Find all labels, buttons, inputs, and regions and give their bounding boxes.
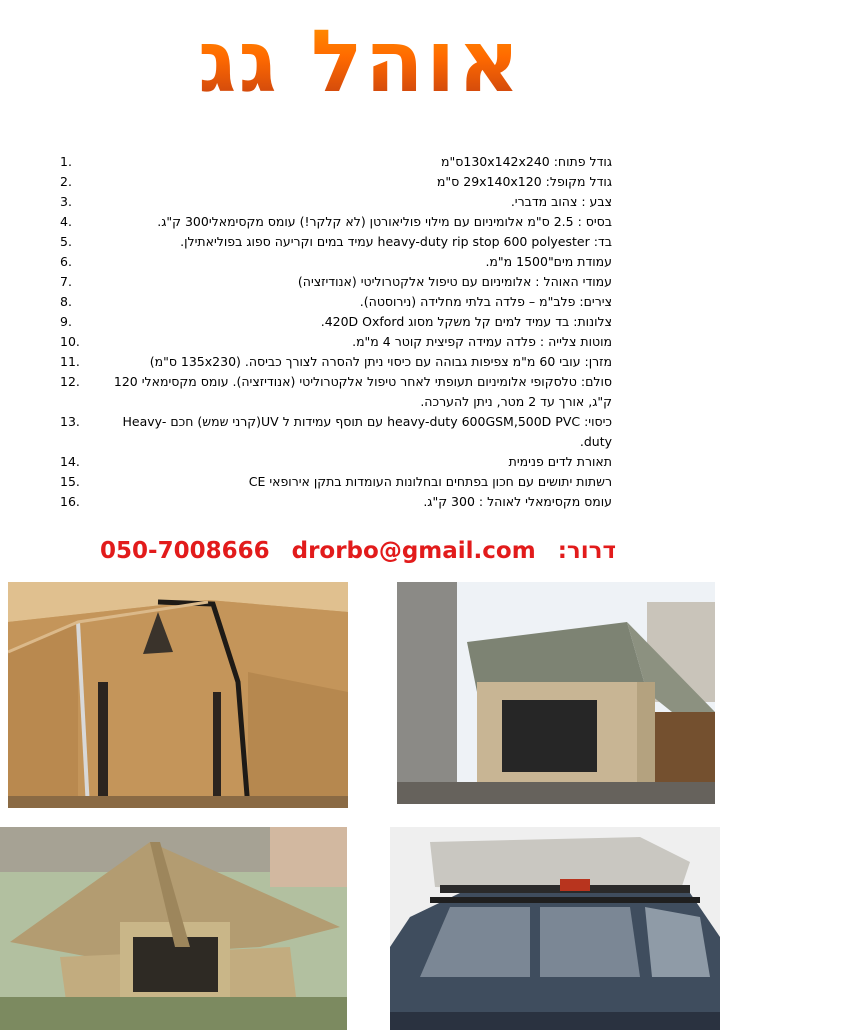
spec-text: בסיס : 2.5 ס"מ אלומיניום עם מילוי פוליאורטן (לא קלקר!) עומס מקסימאלי300 ק"ג. xyxy=(157,214,612,229)
list-item xyxy=(60,372,616,412)
spec-list xyxy=(60,152,616,512)
spec-text: צבע : צהוב מדברי. xyxy=(510,194,612,209)
tent-awning-photo xyxy=(0,827,347,1030)
contact-name: דרור: xyxy=(557,538,616,564)
spec-number: 9. xyxy=(60,314,72,329)
spec-text: בד: heavy-duty rip stop 600 polyester עמיד במים וקריעה ספוג בפוליאתילן. xyxy=(180,234,612,249)
list-item xyxy=(60,452,616,472)
list-item xyxy=(60,252,616,272)
spec-text: צירים: פלב"מ – פלדה בלתי מחלידה (נירוסטה). xyxy=(359,294,612,309)
list-item xyxy=(60,192,616,212)
list-item xyxy=(60,152,616,172)
list-item xyxy=(60,272,616,292)
spec-text: גודל פתוח: 130x142x240ס"מ xyxy=(441,154,612,169)
spec-text: עומס מקסימאלי לאוהל : 300 ק"ג. xyxy=(423,494,612,509)
list-item xyxy=(60,472,616,492)
list-item xyxy=(60,492,616,512)
page-title: אוהל גג xyxy=(150,12,570,112)
spec-text: צלונות: בד עמיד למים קל משקל מסוג 420D Oxford. xyxy=(320,314,612,329)
spec-text: מזרן: עובי 60 מ"מ צפיפות גבוהה עם כיסוי ניתן להסרה לצורך כביסה. (135x230 ס"מ) xyxy=(149,354,612,369)
spec-text: עמודת מים"1500 מ"מ. xyxy=(485,254,612,269)
list-item xyxy=(60,232,616,252)
spec-text: עמודי האוהל : אלומיניום עם טיפול אלקטרוליטי (אנודיזציה) xyxy=(297,274,612,289)
spec-number: 8. xyxy=(60,294,72,309)
spec-number: 6. xyxy=(60,254,72,269)
spec-number: 7. xyxy=(60,274,72,289)
email-link[interactable]: drorbo@gmail.com xyxy=(291,538,536,564)
spec-text: רשתות יתושים עם חכון בפתחים ובחלונות העומדות בתקן אירופאי CE xyxy=(248,474,612,489)
tent-car-photo xyxy=(390,827,720,1030)
spec-number: 4. xyxy=(60,214,72,229)
spec-number: 11. xyxy=(60,354,80,369)
contact-line xyxy=(96,533,616,569)
spec-text: סולם: טלסקופי אלומיניום תעופתי לאחר טיפול אלקטרוליטי (אנודיזציה). עומס מקסימאלי 120 ק"ג, אורך עד 2 מטר, ניתן להערכה. xyxy=(113,374,612,409)
phone-number[interactable]: 050-7008666 xyxy=(100,538,270,564)
spec-text: כיסוי: heavy-duty 600GSM,500D PVC עם תוסף עמידות ל UV(קרני שמש) חכם Heavy-duty. xyxy=(122,414,612,449)
list-item xyxy=(60,312,616,332)
list-item xyxy=(60,412,616,452)
list-item xyxy=(60,172,616,192)
spec-text: מוטות צלייה : פלדה עמידה קפיצית קוטר 4 מ"מ. xyxy=(352,334,612,349)
list-item xyxy=(60,332,616,352)
spec-number: 14. xyxy=(60,454,80,469)
spec-number: 16. xyxy=(60,494,80,509)
spec-text: גודל מקופל: 29x140x120 ס"מ xyxy=(436,174,612,189)
spec-number: 15. xyxy=(60,474,80,489)
spec-number: 2. xyxy=(60,174,72,189)
list-item xyxy=(60,212,616,232)
spec-number: 12. xyxy=(60,374,80,389)
list-item xyxy=(60,352,616,372)
spec-text: תאורת לדים פנימית xyxy=(508,454,612,469)
spec-number: 13. xyxy=(60,414,80,429)
spec-number: 5. xyxy=(60,234,72,249)
spec-number: 3. xyxy=(60,194,72,209)
spec-number: 1. xyxy=(60,154,72,169)
spec-number: 10. xyxy=(60,334,80,349)
list-item xyxy=(60,292,616,312)
tent-side-photo xyxy=(397,582,715,804)
tent-interior-photo xyxy=(8,582,348,808)
